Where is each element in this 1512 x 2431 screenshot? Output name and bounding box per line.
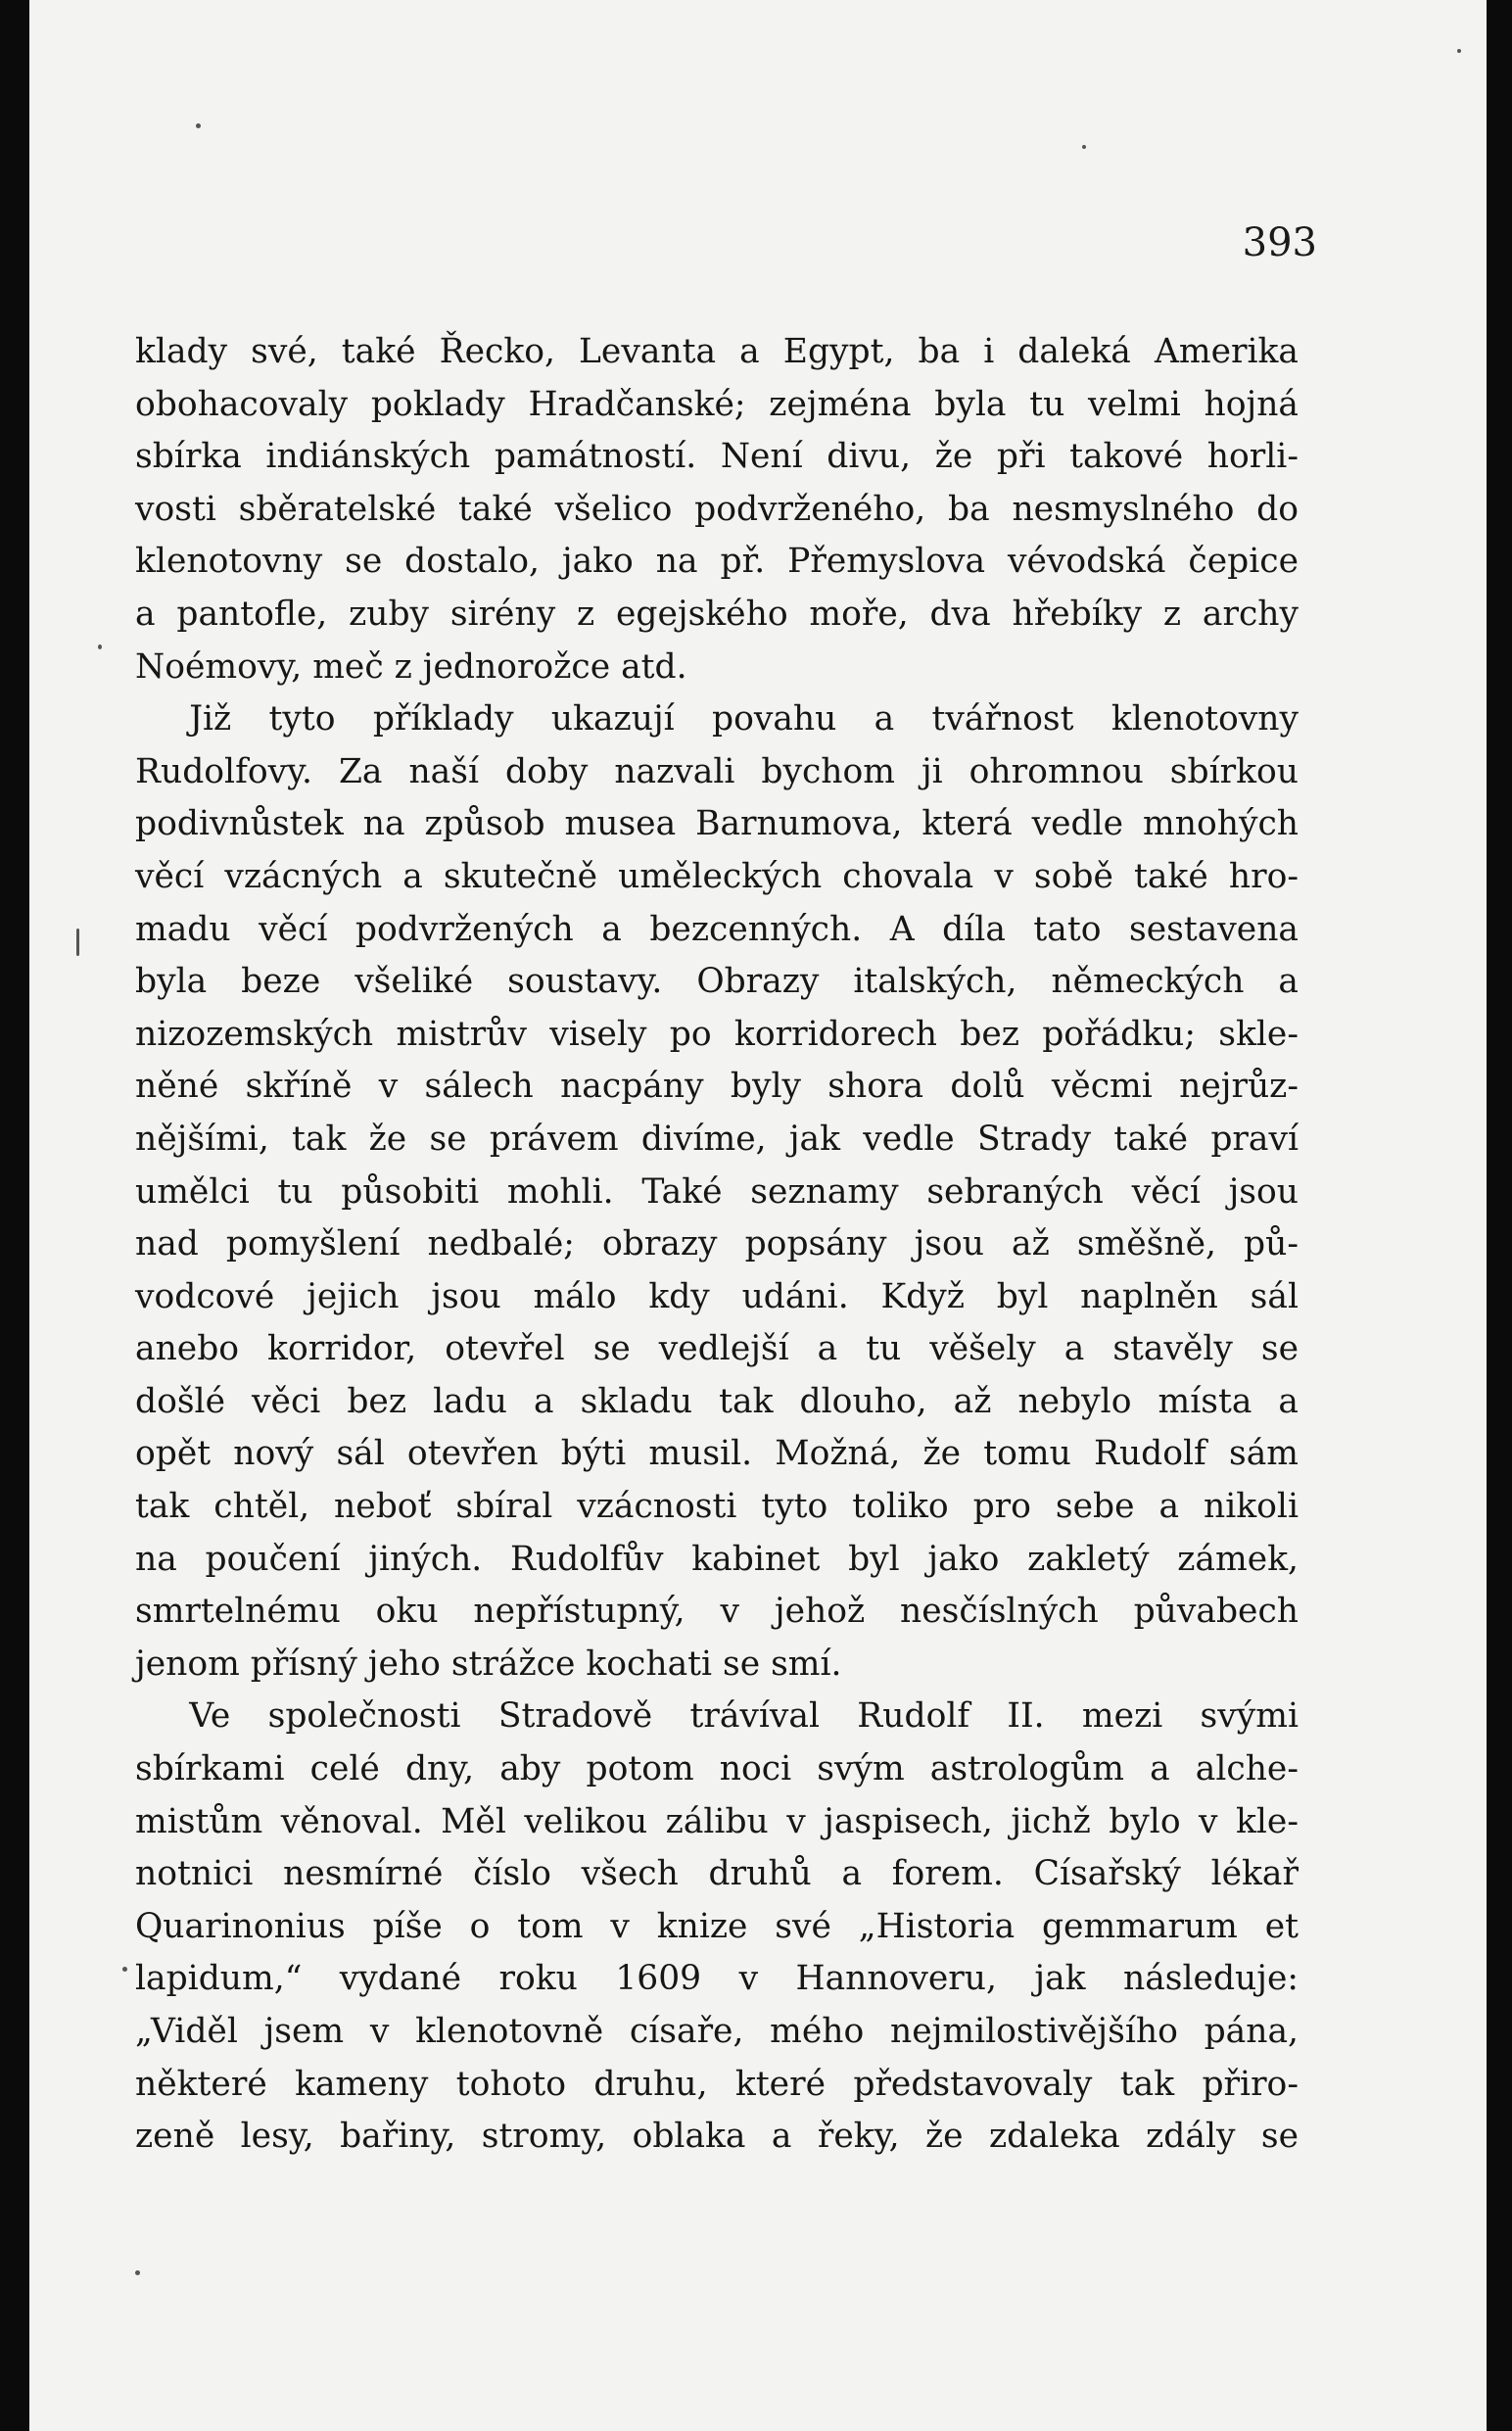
text-line: sbírkami celé dny, aby potom noci svým astrologům a alche- [135,1749,1299,1789]
scan-speck [76,929,79,956]
text-line: věcí vzácných a skutečně uměleckých chovala v sobě také hro- [135,856,1299,896]
text-line: umělci tu působiti mohli. Také seznamy sebraných věcí jsou [135,1171,1299,1212]
text-line: vodcové jejich jsou málo kdy udáni. Když byl naplněn sál [135,1276,1299,1316]
page-number: 393 [1242,220,1317,265]
text-line: anebo korridor, otevřel se vedlejší a tu věšely a stavěly se [135,1329,1299,1369]
text-line: smrtelnému oku nepřístupný, v jehož nesčíslných půvabech [135,1592,1299,1632]
text-line: něné skříně v sálech nacpány byly shora dolů věcmi nejrůz- [135,1067,1299,1107]
text-line: Noémovy, meč z jednorožce atd. [135,646,687,687]
text-line: nad pomyšlení nedbalé; obrazy popsány jsou až směšně, pů- [135,1224,1299,1264]
scan-speck [1082,145,1086,149]
scan-speck [135,2270,140,2275]
text-line: podivnůstek na způsob musea Barnumova, která vedle mnohých [135,804,1299,844]
text-line: opět nový sál otevřen býti musil. Možná, že tomu Rudolf sám [135,1434,1299,1474]
scan-speck [122,1967,127,1972]
text-line: Quarinonius píše o tom v knize své „Historia gemmarum et [135,1906,1299,1946]
body-text [135,326,1299,2164]
text-line: některé kameny tohoto druhu, které představovaly tak přiro- [135,2064,1299,2104]
scan-speck [98,644,102,649]
text-line: lapidum,“ vydané roku 1609 v Hannoveru, jak následuje: [135,1959,1299,1999]
text-line: mistům věnoval. Měl velikou zálibu v jaspisech, jichž bylo v kle- [135,1801,1299,1841]
text-line: notnici nesmírné číslo všech druhů a forem. Císařský lékař [135,1854,1299,1894]
text-line: tak chtěl, neboť sbíral vzácnosti tyto toliko pro sebe a nikoli [135,1487,1299,1527]
text-line: Rudolfovy. Za naší doby nazvali bychom ji ohromnou sbírkou [135,751,1299,791]
text-line: jenom přísný jeho strážce kochati se smí. [135,1644,842,1684]
text-line: nějšími, tak že se právem divíme, jak vedle Strady také praví [135,1119,1299,1159]
text-line: sbírka indiánských památností. Není divu, že při takové horli- [135,437,1299,477]
text-line: Již tyto příklady ukazují povahu a tvářnost klenotovny [189,699,1299,739]
text-line: „Viděl jsem v klenotovně císaře, mého nejmilostivějšího pána, [135,2012,1299,2051]
text-line: zeně lesy, bařiny, stromy, oblaka a řeky, že zdaleka zdály se [135,2117,1299,2157]
text-line: madu věcí podvržených a bezcenných. A díla tato sestavena [135,909,1299,949]
scan-speck [196,123,201,128]
text-line: došlé věci bez ladu a skladu tak dlouho, až nebylo místa a [135,1381,1299,1421]
text-line: nizozemských mistrův visely po korridorech bez pořádku; skle- [135,1014,1299,1054]
text-line: a pantofle, zuby sirény z egejského moře, dva hřebíky z archy [135,594,1299,634]
text-line: obohacovaly poklady Hradčanské; zejména byla tu velmi hojná [135,384,1299,424]
text-line: na poučení jiných. Rudolfův kabinet byl jako zakletý zámek, [135,1539,1299,1579]
text-line: byla beze všeliké soustavy. Obrazy italských, německých a [135,962,1299,1002]
text-line: klady své, také Řecko, Levanta a Egypt, ba i daleká Amerika [135,332,1299,371]
text-line: klenotovny se dostalo, jako na př. Přemyslova vévodská čepice [135,542,1299,582]
text-line: vosti sběratelské také všelico podvrženého, ba nesmyslného do [135,489,1299,529]
scan-speck [1457,49,1461,53]
text-line: Ve společnosti Stradově trávíval Rudolf II. mezi svými [189,1696,1299,1737]
